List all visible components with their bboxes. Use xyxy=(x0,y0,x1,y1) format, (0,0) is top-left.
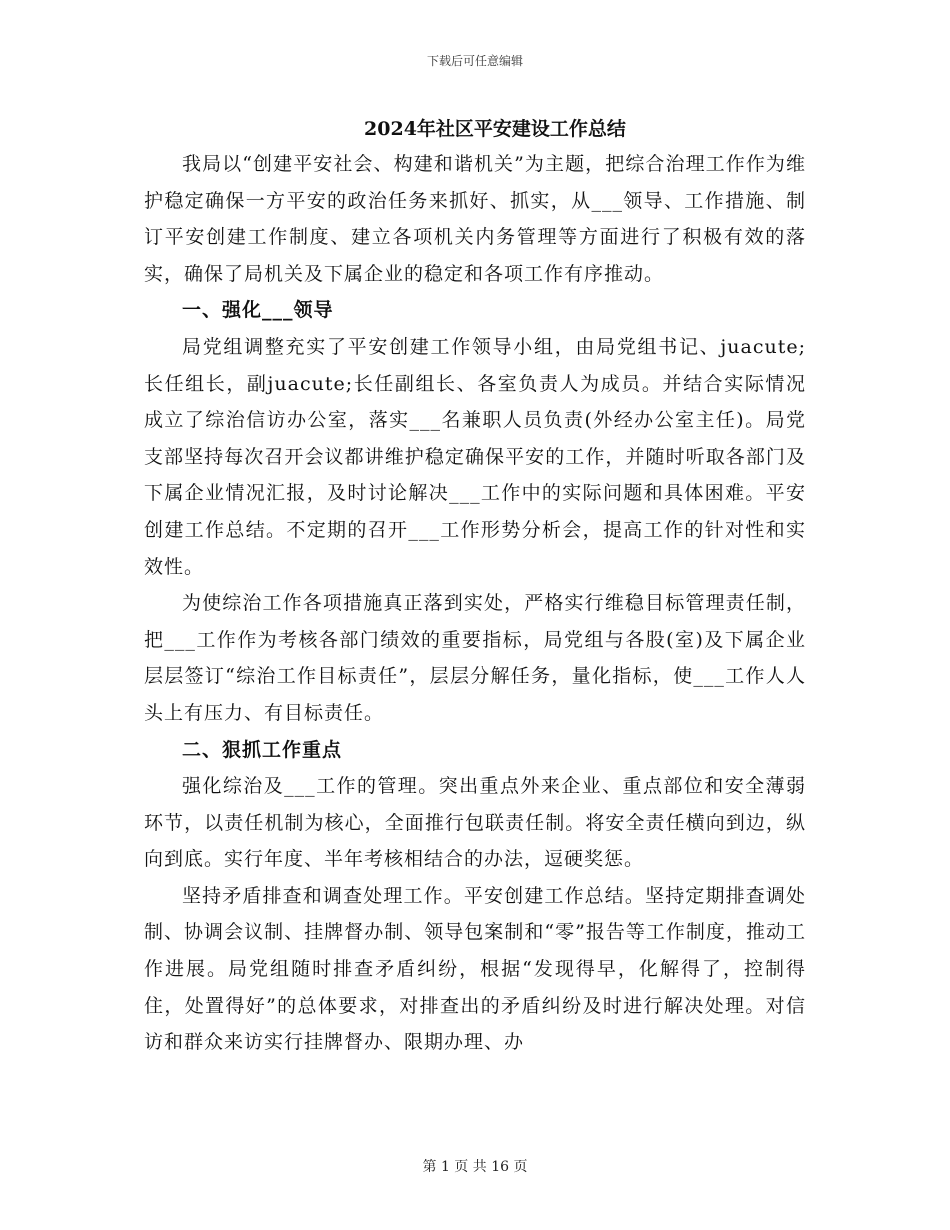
section-heading-2: 二、狠抓工作重点 xyxy=(182,738,343,761)
body-paragraph: 强化综治及___工作的管理。突出重点外来企业、重点部位和安全薄弱环节，以责任机制为核心，全面推行包联责任制。将安全责任横向到边，纵向到底。实行年度、半年考核相结合的办法，逗硬奖惩。 xyxy=(144,775,806,871)
page-number-footer: 第 1 页 共 16 页 xyxy=(422,1159,528,1175)
document-title: 2024年社区平安建设工作总结 xyxy=(364,118,626,140)
body-paragraph: 为使综治工作各项措施真正落到实处，严格实行维稳目标管理责任制，把___工作作为考核各部门绩效的重要指标，局党组与各股(室)及下属企业层层签订“综治工作目标责任”，层层分解任务，量化指标，使___工作人人头上有压力、有目标责任。 xyxy=(144,592,806,724)
body-paragraph: 坚持矛盾排查和调查处理工作。平安创建工作总结。坚持定期排查调处制、协调会议制、挂牌督办制、领导包案制和“零”报告等工作制度，推动工作进展。局党组随时排查矛盾纠纷，根据“发现得早，化解得了，控制得住，处置得好”的总体要求，对排查出的矛盾纠纷及时进行解决处理。对信访和群众来访实行挂牌督办、限期办理、办 xyxy=(144,884,806,1054)
document-body xyxy=(144,146,806,1061)
header-note: 下载后可任意编辑 xyxy=(426,54,523,68)
section-heading-1: 一、强化___领导 xyxy=(182,299,334,322)
body-paragraph: 局党组调整充实了平安创建工作领导小组，由局党组书记、juacute;长任组长，副juacute;长任副组长、各室负责人为成员。并结合实际情况成立了综治信访办公室，落实___名兼职人员负责(外经办公室主任)。局党支部坚持每次召开会议都讲维护稳定确保平安的工作，并随时听取各部门及下属企业情况汇报，及时讨论解决___工作中的实际问题和具体困难。平安创建工作总结。不定期的召开___工作形势分析会，提高工作的针对性和实效性。 xyxy=(144,335,806,578)
intro-paragraph: 我局以“创建平安社会、构建和谐机关”为主题，把综合治理工作作为维护稳定确保一方平安的政治任务来抓好、抓实，从___领导、工作措施、制订平安创建工作制度、建立各项机关内务管理等方面进行了积极有效的落实，确保了局机关及下属企业的稳定和各项工作有序推动。 xyxy=(144,153,806,285)
